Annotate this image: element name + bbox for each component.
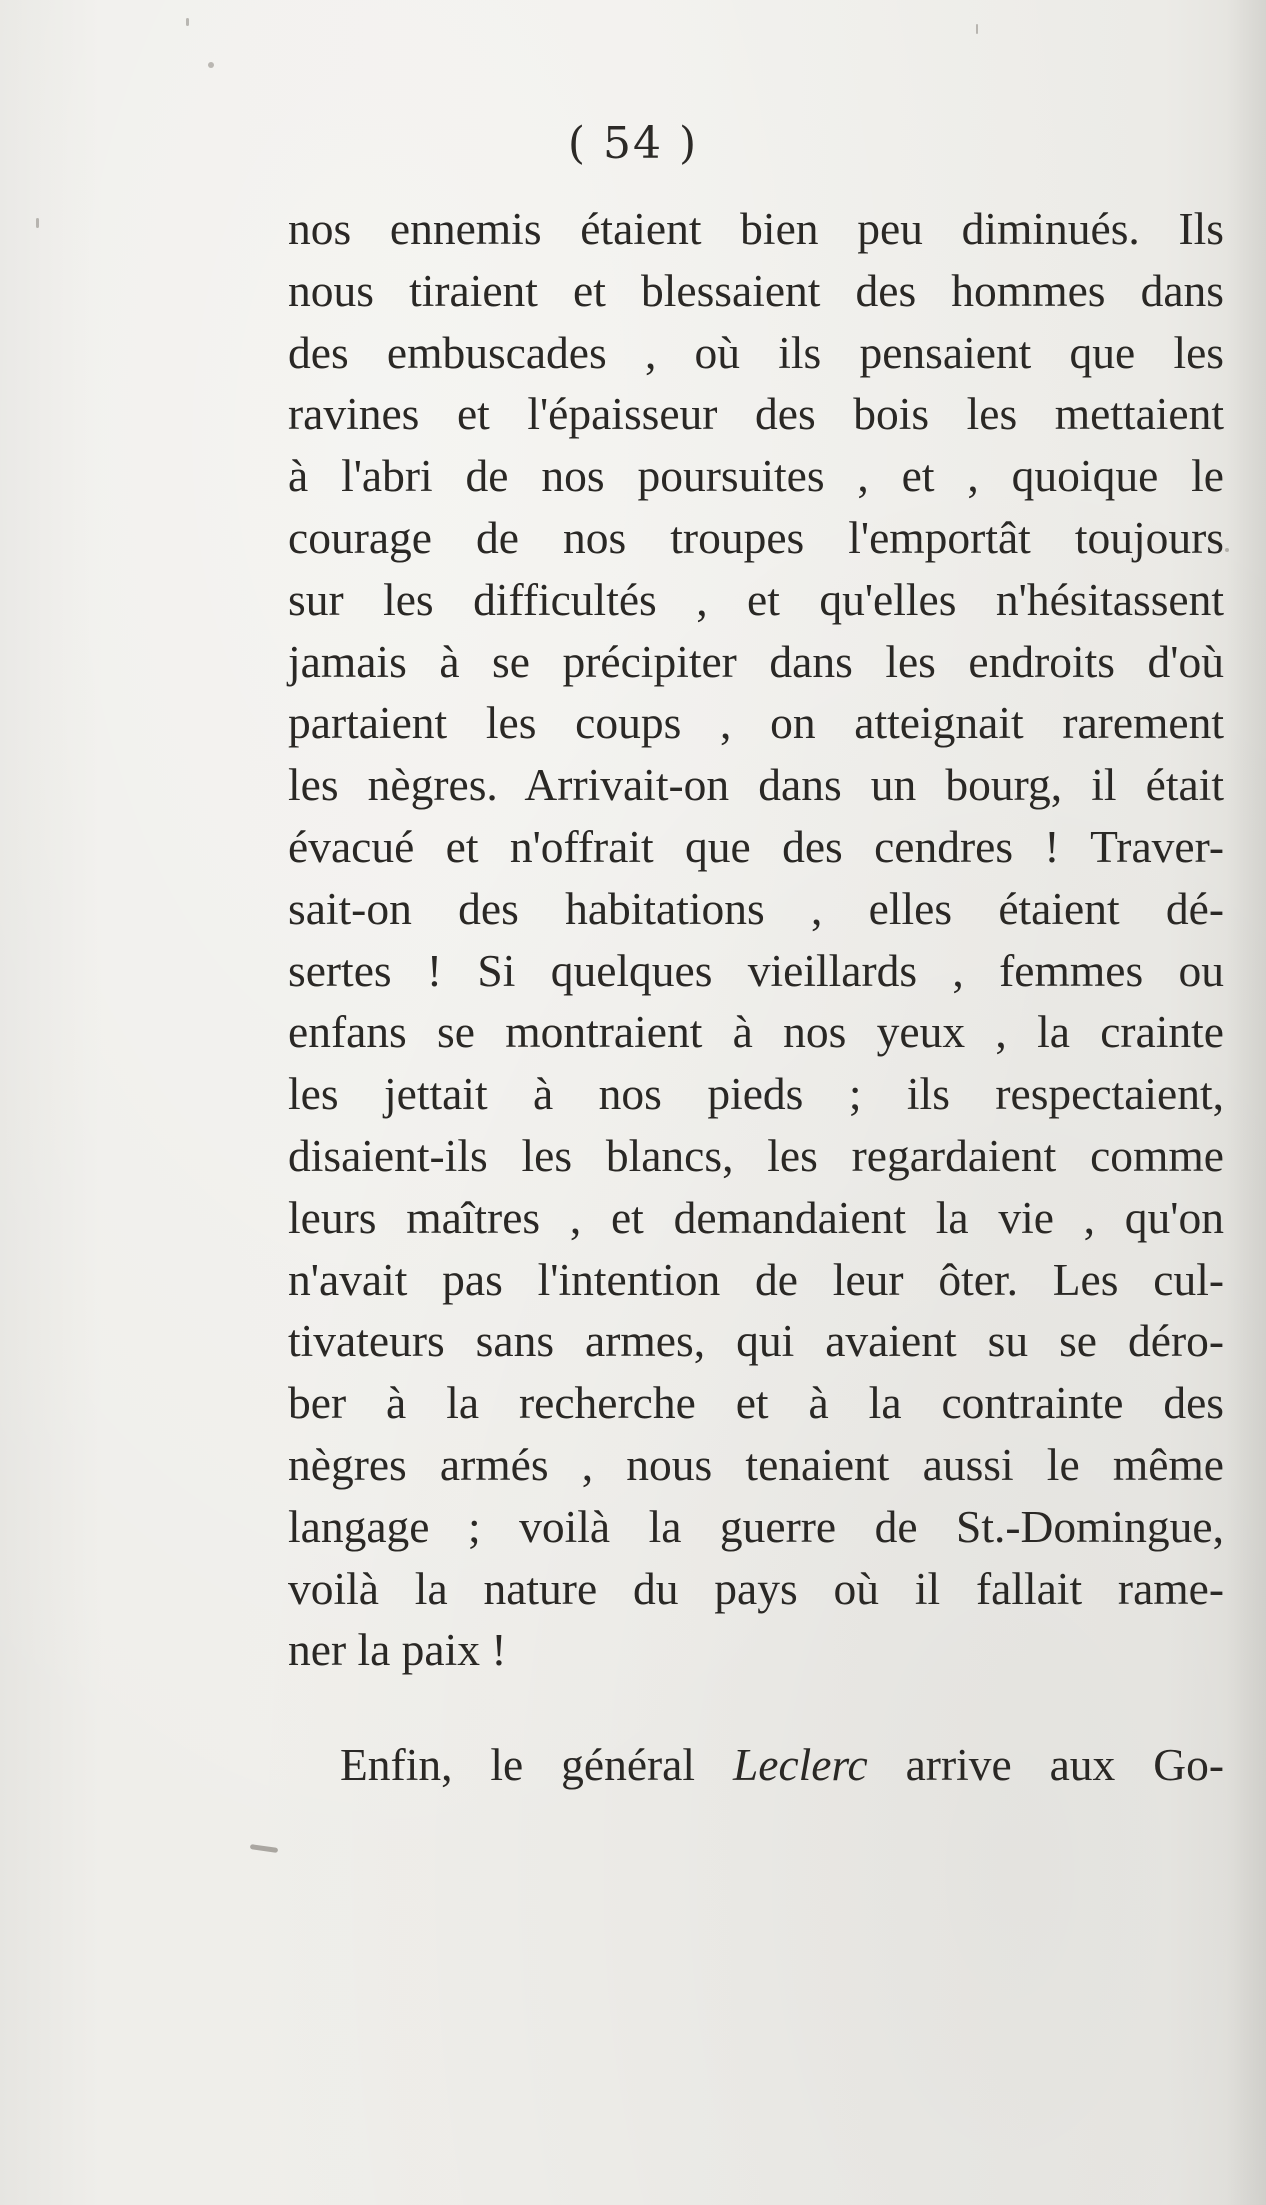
page-edge-shadow xyxy=(1226,0,1266,2205)
text-segment: Enfin, le général xyxy=(340,1739,733,1790)
text-line: jamais à se précipiter dans les endroits d'où xyxy=(288,635,1224,687)
paper-speck xyxy=(208,62,214,68)
text-line: enfans se montraient à nos yeux , la crainte xyxy=(288,1006,1224,1058)
text-line: nos ennemis étaient bien peu diminués. Ils xyxy=(288,203,1224,254)
text-line: courage de nos troupes l'emportât toujours xyxy=(288,511,1224,563)
paragraph-2 xyxy=(288,1734,1224,1796)
text-line: ner la paix ! xyxy=(288,1624,507,1676)
text-line: voilà la nature du pays où il fallait rame- xyxy=(288,1562,1224,1614)
paper-speck xyxy=(1225,548,1229,552)
text-line: ber à la recherche et à la contrainte des xyxy=(288,1377,1224,1429)
text-line: n'avait pas l'intention de leur ôter. Les cul- xyxy=(288,1253,1224,1305)
page-number: ( 54 ) xyxy=(567,118,699,169)
text-line: des embuscades , où ils pensaient que les xyxy=(288,326,1224,378)
text-line: langage ; voilà la guerre de St.-Domingue, xyxy=(288,1500,1224,1552)
italic-name: Leclerc xyxy=(732,1739,868,1790)
text-line: disaient-ils les blancs, les regardaient comme xyxy=(288,1129,1224,1181)
text-line: sur les difficultés , et qu'elles n'hésitassent xyxy=(288,573,1224,625)
text-line xyxy=(288,1734,1224,1796)
paper-speck xyxy=(186,18,189,26)
text-line: les jettait à nos pieds ; ils respectaient, xyxy=(288,1068,1224,1120)
text-line: leurs maîtres , et demandaient la vie , qu'on xyxy=(288,1191,1224,1243)
text-line: sait-on des habitations , elles étaient dé- xyxy=(288,882,1224,934)
text-line: à l'abri de nos poursuites , et , quoique le xyxy=(288,450,1224,502)
paper-speck xyxy=(976,24,978,34)
text-line: évacué et n'offrait que des cendres ! Traver- xyxy=(288,820,1224,872)
paragraph-1 xyxy=(288,198,1224,1681)
paper-speck xyxy=(36,218,39,228)
text-segment: arrive aux Go- xyxy=(867,1739,1224,1790)
text-line: nègres armés , nous tenaient aussi le même xyxy=(288,1438,1224,1490)
text-line: nous tiraient et blessaient des hommes dans xyxy=(288,264,1224,316)
text-line: ravines et l'épaisseur des bois les mettaient xyxy=(288,388,1224,440)
ink-mark xyxy=(250,1844,278,1853)
text-line: les nègres. Arrivait-on dans un bourg, il était xyxy=(288,759,1224,811)
text-line: tivateurs sans armes, qui avaient su se déro- xyxy=(288,1315,1224,1367)
text-line: partaient les coups , on atteignait rarement xyxy=(288,697,1224,749)
text-line: sertes ! Si quelques vieillards , femmes ou xyxy=(288,944,1224,996)
